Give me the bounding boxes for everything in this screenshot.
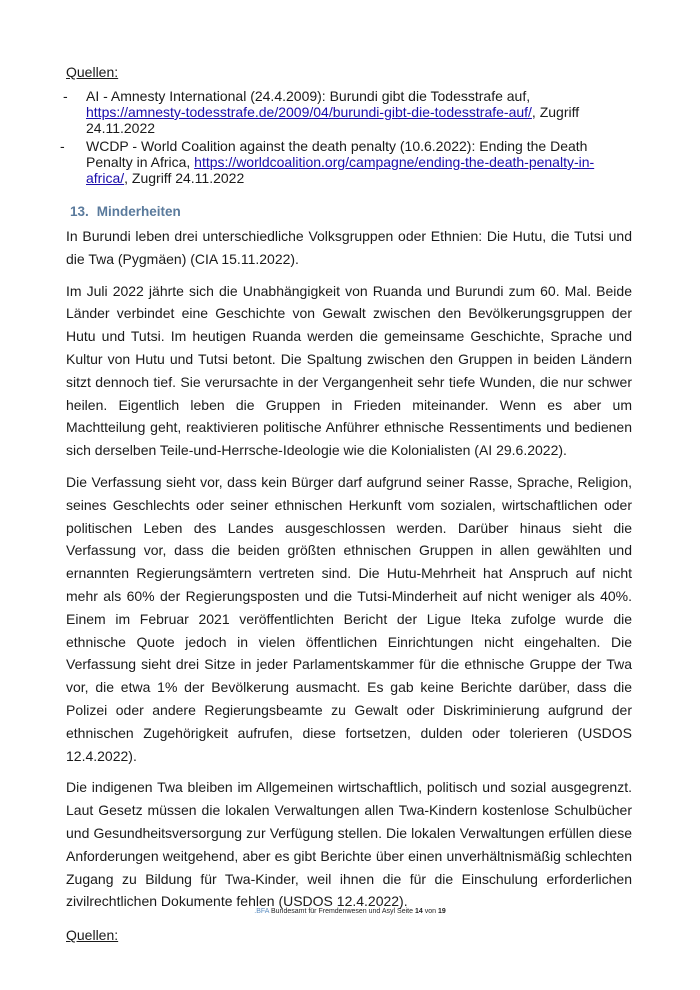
source-link[interactable]: https://worldcoalition.org/campagne/ending-the-death-penalty-in-africa/ [86,154,595,186]
page-total: 19 [437,908,446,915]
bfa-logo: .BFA [254,908,270,915]
page-footer: .BFA Bundesamt für Fremdenwesen und Asyl Seite 14 von 19 [254,908,446,915]
source-link[interactable]: https://amnesty-todesstrafe.de/2009/04/burundi-gibt-die-todesstrafe-auf/ [86,104,532,120]
source-item: - AI - Amnesty International (24.4.2009): Burundi gibt die Todesstrafe auf, https://amnesty-todesstrafe.de/2009/04/burundi-gibt-die-todesstrafe-auf/, Zugriff 24.11.2022 [63,88,580,136]
paragraph: In Burundi leben drei unterschiedliche Volksgruppen oder Ethnien: Die Hutu, die Tutsi und die Twa (Pygmäen) (CIA 15.11.2022). [66,228,632,267]
sources-list [60,88,632,186]
source-item: - WCDP - World Coalition against the death penalty (10.6.2022): Ending the Death Penalty in Africa, https://worldcoalition.org/campagne/ending-the-death-penalty-in-africa/, Zugriff 24.11.2022 [60,138,595,186]
page-number: 14 [414,908,423,915]
sources-heading: Quellen: [66,64,119,80]
section-heading: 13. Minderheiten [70,204,181,219]
paragraph: Die Verfassung sieht vor, dass kein Bürger darf aufgrund seiner Rasse, Sprache, Religion, seines Geschlechts oder seiner ethnischen Herkunft vom sozialen, wirtschaftlichen oder politischen Leben des Landes ausgeschlossen werden. Darüber hinaus sieht die Verfassung vor, dass die beiden größten ethnischen Gruppen in allen gewählten und ernannten Regierungsämtern vertreten sind. Die Hutu-Mehrheit hat Anspruch auf nicht mehr als 60% der Regierungsposten und die Tutsi-Minderheit auf nicht weniger als 40%. Einem im Februar 2021 veröffentlichten Bericht der Ligue Iteka zufolge wurde die ethnische Quote jedoch in vielen öffentlichen Einrichtungen nicht eingehalten. Die Verfassung sieht drei Sitze in jeder Parlamentskammer für die ethnische Gruppe der Twa vor, die etwa 1% der Bevölkerung ausmacht. Es gab keine Berichte darüber, dass die Polizei oder andere Regierungsbeamte zu Gewalt oder Diskriminierung aufgrund der ethnischen Zugehörigkeit aufrufen, diese fortsetzen, dulden oder tolerieren (USDOS 12.4.2022). [66,473,632,764]
paragraph: Die indigenen Twa bleiben im Allgemeinen wirtschaftlich, politisch und sozial ausgegrenzt. Laut Gesetz müssen die lokalen Verwaltungen allen Twa-Kindern kostenlose Schulbücher und Gesundheitsversorgung zur Verfügung stellen. Die lokalen Verwaltungen erfüllen diese Anforderungen weitgehend, aber es gibt Berichte über einen unverhältnismäßig schlechten Zugang zu Bildung für Twa-Kinder, weil ihnen die für die Einschulung erforderlichen zivilrechtlichen Dokumente fehlen (USDOS 12.4.2022). [66,779,632,910]
paragraph: Im Juli 2022 jährte sich die Unabhängigkeit von Ruanda und Burundi zum 60. Mal. Beide Länder verbindet eine Geschichte von Gewalt zwischen den Bevölkerungsgruppen der Hutu und Tutsi. Im heutigen Ruanda werden die gemeinsame Geschichte, Sprache und Kultur von Hutu und Tutsi betont. Die Spaltung zwischen den Gruppen in beiden Ländern sitzt dennoch tief. Sie verursachte in der Vergangenheit sehr tiefe Wunden, die nur schwer heilen. Eigentlich leben die Gruppen in Frieden miteinander. Wenn es aber um Machtteilung geht, reaktivieren politische Anführer ethnische Ressentiments und bedienen sich derselben Teile-und-Herrsche-Ideologie wie die Kolonialisten (AI 29.6.2022). [66,282,632,459]
sources-heading: Quellen: [66,927,119,944]
page-content [60,62,632,945]
